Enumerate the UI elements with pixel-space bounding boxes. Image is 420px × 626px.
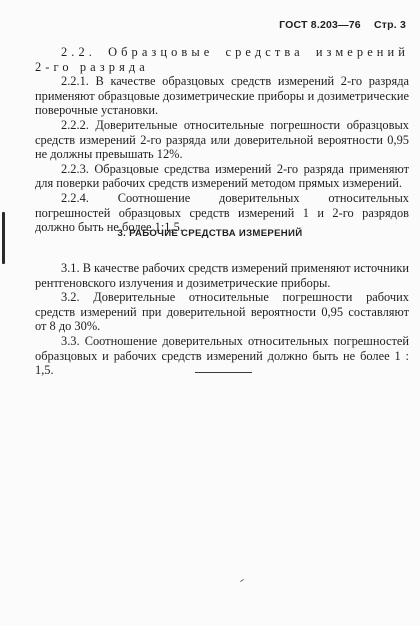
paragraph-3-2: 3.2. Доверительные относительные погрешности рабочих средств измерений при доверительной вероятности 0,95 составляют от 8 до 30%. (35, 290, 409, 334)
paragraph-3-1: 3.1. В качестве рабочих средств измерений применяют источники рентгеновского излучения и дозиметрические приборы. (35, 261, 409, 290)
paragraph-2-2-3: 2.2.3. Образцовые средства измерений 2-го разряда применяют для поверки рабочих средств измерений методом прямых измерений. (35, 161, 409, 191)
section-3 (35, 261, 409, 378)
end-rule (195, 372, 252, 373)
standard-number: ГОСТ 8.203—76 (279, 19, 361, 31)
section-3-heading: 3. РАБОЧИЕ СРЕДСТВА ИЗМЕРЕНИЙ (117, 228, 303, 239)
stray-mark (240, 579, 244, 582)
paragraph-3-3: 3.3. Соотношение доверительных относительных погрешностей образцовых и рабочих средств измерений должно быть не более 1 : 1,5. (35, 333, 409, 378)
paragraph-2-2-4: 2.2.4. Соотношение доверительных относительных погрешностей образцовых средств измерений 1 и 2-го разрядов должно быть не более 1:1,5. (35, 190, 409, 235)
page-header (279, 19, 406, 31)
section-2-2-title: 2.2. Образцовые средства измерений 2-го разряда (35, 45, 409, 74)
page-number: Стр. 3 (373, 19, 406, 31)
section-2-2 (35, 45, 409, 235)
paragraph-2-2-1: 2.2.1. В качестве образцовых средств измерений 2-го разряда применяют образцовые дозиметрические приборы и дозиметрические поверочные установки. (35, 74, 409, 118)
paragraph-2-2-2: 2.2.2. Доверительные относительные погрешности образцовых средств измерений 2-го разряда или доверительной вероятности 0,95 не должны превышать 12%. (35, 117, 409, 162)
